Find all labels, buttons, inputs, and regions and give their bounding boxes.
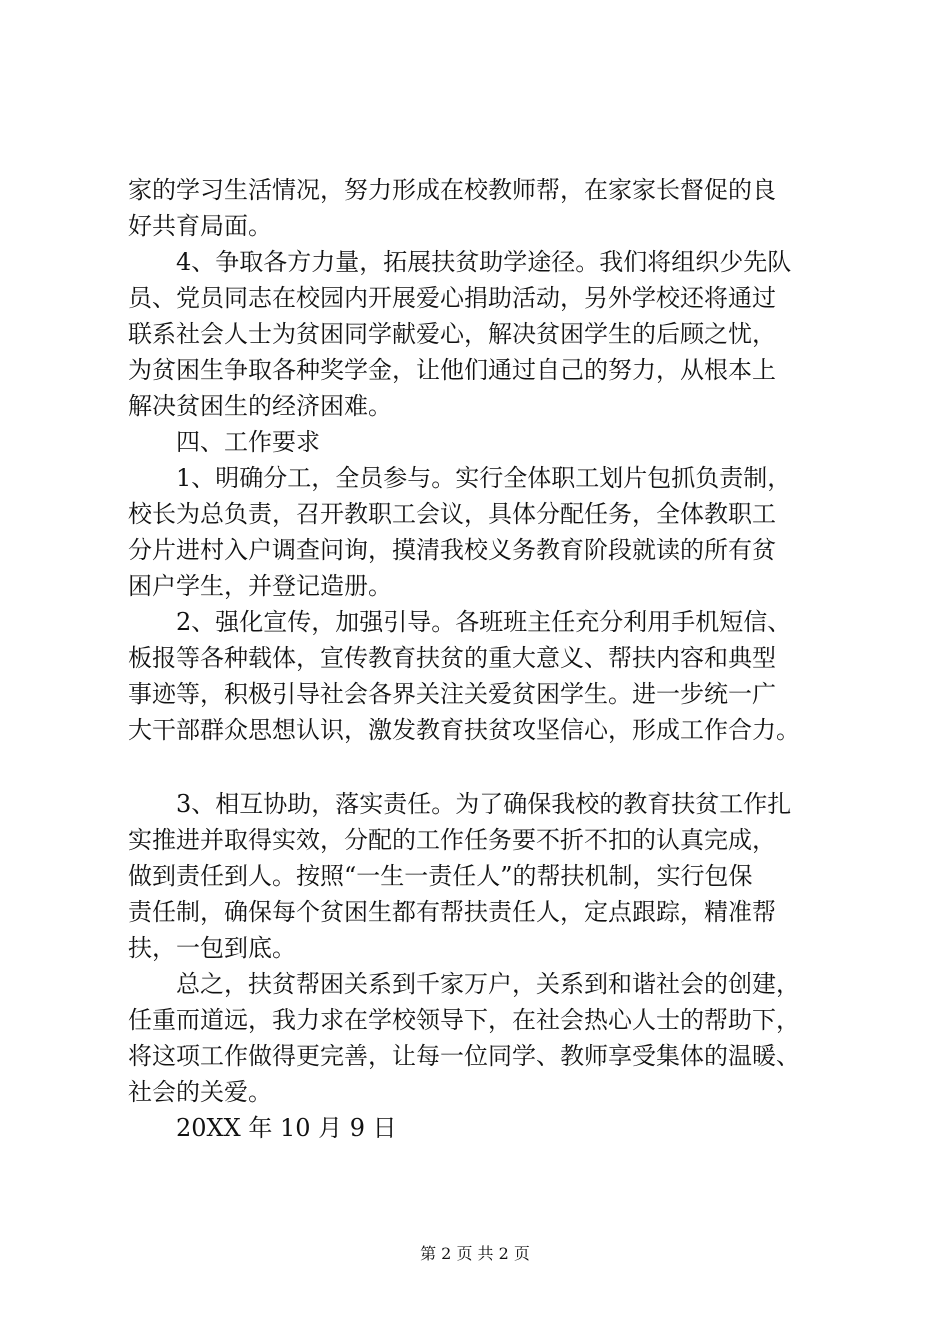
text-line: 板报等各种载体，宣传教育扶贫的重大意义、帮扶内容和典型 [128, 644, 776, 672]
text-line: 家的学习生活情况，努力形成在校教师帮，在家家长督促的良 [128, 176, 776, 204]
text-line: 校长为总负责，召开教职工会议，具体分配任务，全体教职工 [128, 500, 776, 528]
text-line: 事迹等，积极引导社会各界关注关爱贫困学生。进一步统一广 [128, 680, 776, 708]
text-line: 分片进村入户调查问询，摸清我校义务教育阶段就读的所有贫 [128, 536, 776, 564]
text-line: 1、明确分工，全员参与。实行全体职工划片包抓负责制， [128, 464, 792, 492]
text-line: 任重而道远，我力求在学校领导下，在社会热心人士的帮助下， [128, 1006, 800, 1034]
text-line: 为贫困生争取各种奖学金，让他们通过自己的努力，从根本上 [128, 356, 776, 384]
date-line: 20XX 年 10 月 9 日 [128, 1114, 397, 1142]
text-line: 大干部群众思想认识，激发教育扶贫攻坚信心，形成工作合力。 [128, 716, 800, 744]
blank-line [128, 748, 848, 786]
text-line: 总之，扶贫帮困关系到千家万户，关系到和谐社会的创建， [128, 970, 800, 998]
text-line: 员、党员同志在校园内开展爱心捐助活动，另外学校还将通过 [128, 284, 776, 312]
page-number-footer: 第 2 页 共 2 页 [420, 1244, 530, 1263]
text-line: 联系社会人士为贫困同学献爱心，解决贫困学生的后顾之忧， [128, 320, 776, 348]
text-line: 困户学生，并登记造册。 [128, 572, 392, 600]
text-line: 社会的关爱。 [128, 1078, 272, 1106]
text-line: 3、相互协助，落实责任。为了确保我校的教育扶贫工作扎 [128, 790, 792, 818]
text-line: 实推进并取得实效，分配的工作任务要不折不扣的认真完成， [128, 826, 776, 854]
text-line: 2、强化宣传，加强引导。各班班主任充分利用手机短信、 [128, 608, 792, 636]
text-line: 责任制，确保每个贫困生都有帮扶责任人，定点跟踪，精准帮 [128, 898, 776, 926]
text-line: 将这项工作做得更完善，让每一位同学、教师享受集体的温暖、 [128, 1042, 800, 1070]
text-line: 扶，一包到底。 [128, 934, 296, 962]
text-line: 4、争取各方力量，拓展扶贫助学途径。我们将组织少先队 [128, 248, 792, 276]
text-line: 解决贫困生的经济困难。 [128, 392, 392, 420]
text-line: 做到责任到人。按照“一生一责任人”的帮扶机制，实行包保 [128, 862, 753, 890]
text-line: 好共育局面。 [128, 212, 272, 240]
section-heading: 四、工作要求 [128, 428, 320, 456]
document-body [128, 172, 848, 1146]
